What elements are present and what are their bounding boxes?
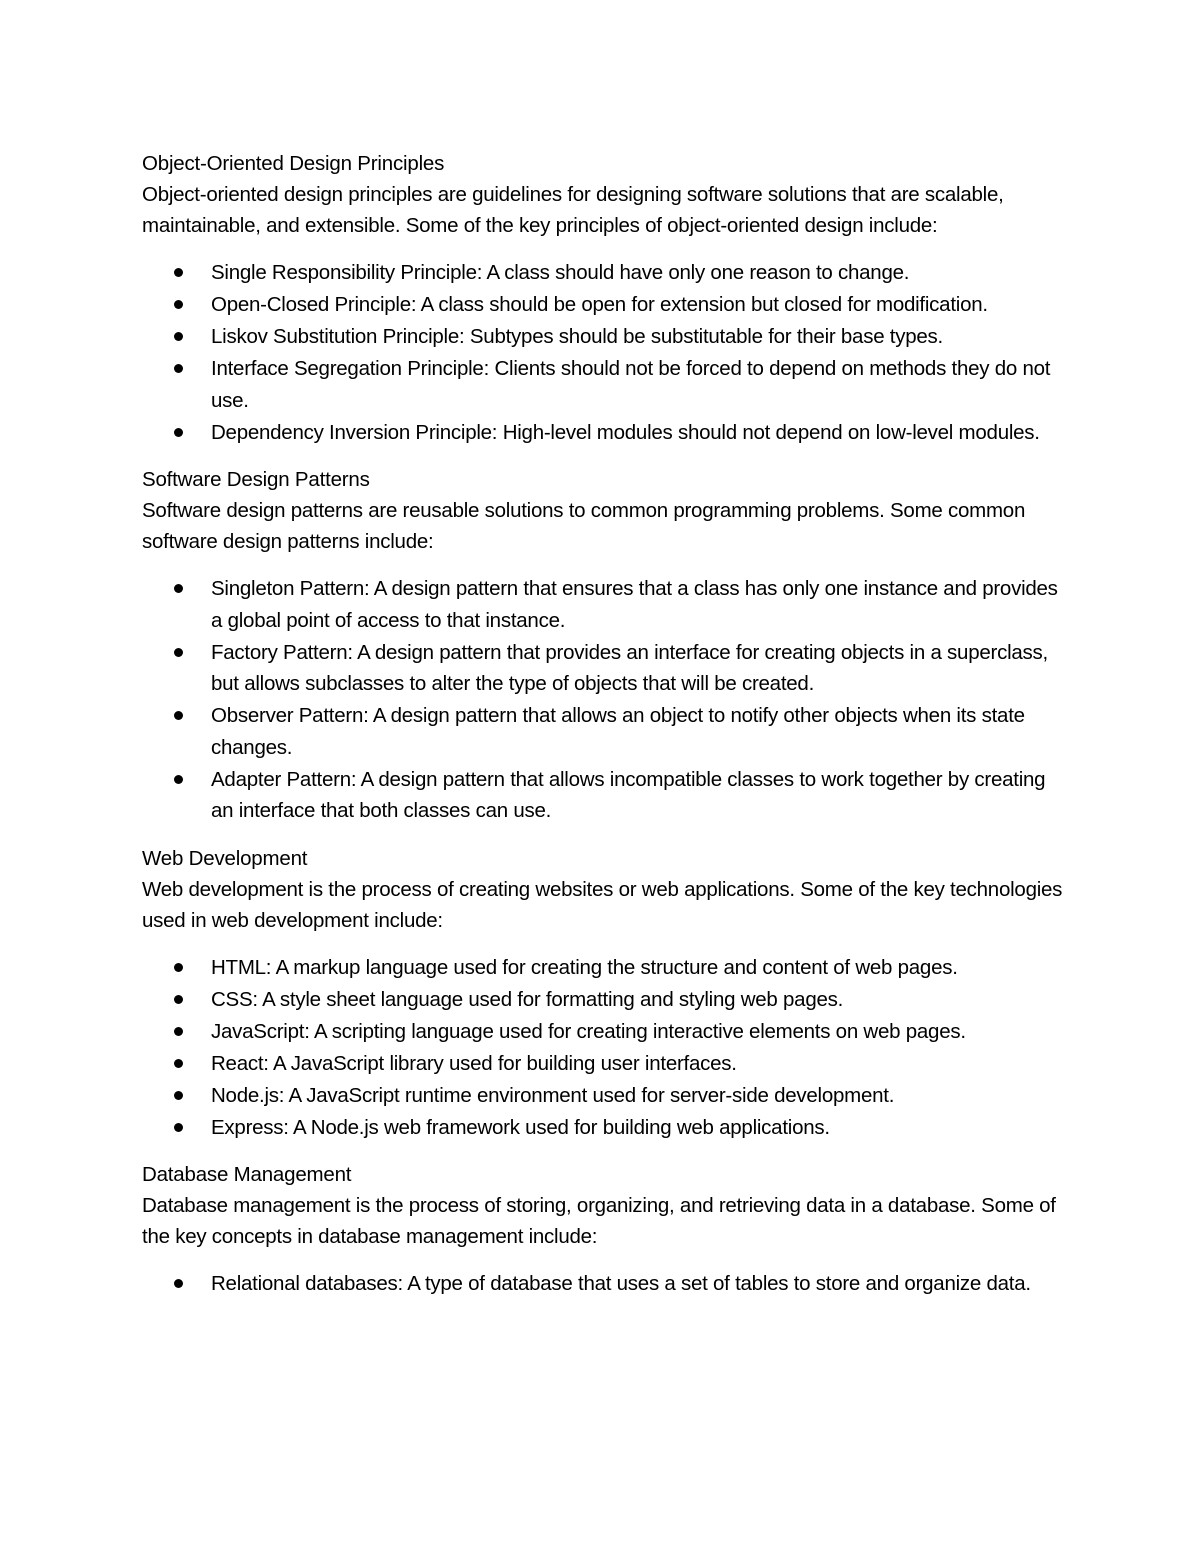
list-item: Observer Pattern: A design pattern that allows an object to notify other objects when its state changes. <box>142 700 1067 763</box>
bullet-icon <box>174 428 183 437</box>
list-item: Single Responsibility Principle: A class should have only one reason to change. <box>142 257 1067 289</box>
section-intro: Object-oriented design principles are guidelines for designing software solutions that are scalable, maintainable, and extensible. Some of the key principles of object-oriented design include: <box>142 183 1004 237</box>
list-item: Dependency Inversion Principle: High-level modules should not depend on low-level modules. <box>142 417 1067 449</box>
list-item: Node.js: A JavaScript runtime environment used for server-side development. <box>142 1080 1067 1112</box>
bullet-icon <box>174 364 183 373</box>
section-database-management <box>142 1159 1067 1300</box>
bullet-icon <box>174 1279 183 1288</box>
bullet-icon <box>174 775 183 784</box>
section-heading: Database Management <box>142 1163 352 1186</box>
list-item: JavaScript: A scripting language used for creating interactive elements on web pages. <box>142 1016 1067 1048</box>
bullet-icon <box>174 1091 183 1100</box>
section-heading: Software Design Patterns <box>142 468 370 491</box>
list-item: Relational databases: A type of database that uses a set of tables to store and organize data. <box>142 1268 1067 1300</box>
list-item: React: A JavaScript library used for building user interfaces. <box>142 1048 1067 1080</box>
bullet-list <box>142 1268 1067 1300</box>
list-item: Singleton Pattern: A design pattern that ensures that a class has only one instance and provides a global point of access to that instance. <box>142 573 1067 636</box>
section-heading: Object-Oriented Design Principles <box>142 152 445 175</box>
list-item: Open-Closed Principle: A class should be open for extension but closed for modification. <box>142 289 1067 321</box>
bullet-list <box>142 257 1067 448</box>
list-item: Liskov Substitution Principle: Subtypes should be substitutable for their base types. <box>142 321 1067 353</box>
bullet-icon <box>174 1059 183 1068</box>
section-intro: Database management is the process of storing, organizing, and retrieving data in a database. Some of the key concepts in database management include: <box>142 1194 1056 1248</box>
bullet-list <box>142 573 1067 827</box>
section-oo-design <box>142 148 1067 448</box>
bullet-icon <box>174 584 183 593</box>
bullet-icon <box>174 711 183 720</box>
section-web-development <box>142 843 1067 1144</box>
bullet-icon <box>174 268 183 277</box>
bullet-icon <box>174 648 183 657</box>
section-intro: Web development is the process of creating websites or web applications. Some of the key technologies used in web development include: <box>142 877 1063 932</box>
list-item: Factory Pattern: A design pattern that provides an interface for creating objects in a superclass, but allows subclasses to alter the type of objects that will be created. <box>142 637 1067 700</box>
bullet-icon <box>174 963 183 972</box>
bullet-icon <box>174 332 183 341</box>
section-heading: Web Development <box>142 846 308 870</box>
document-page <box>142 148 1067 1316</box>
section-design-patterns <box>142 464 1067 827</box>
list-item: Express: A Node.js web framework used for building web applications. <box>142 1112 1067 1144</box>
section-intro: Software design patterns are reusable solutions to common programming problems. Some common software design patterns include: <box>142 499 1026 553</box>
bullet-icon <box>174 1123 183 1132</box>
list-item: Interface Segregation Principle: Clients should not be forced to depend on methods they do not use. <box>142 353 1067 416</box>
bullet-icon <box>174 995 183 1004</box>
list-item: CSS: A style sheet language used for formatting and styling web pages. <box>142 984 1067 1016</box>
bullet-icon <box>174 1027 183 1036</box>
list-item: HTML: A markup language used for creating the structure and content of web pages. <box>142 952 1067 984</box>
bullet-icon <box>174 300 183 309</box>
list-item: Adapter Pattern: A design pattern that allows incompatible classes to work together by creating an interface that both classes can use. <box>142 764 1067 827</box>
bullet-list <box>142 952 1067 1144</box>
